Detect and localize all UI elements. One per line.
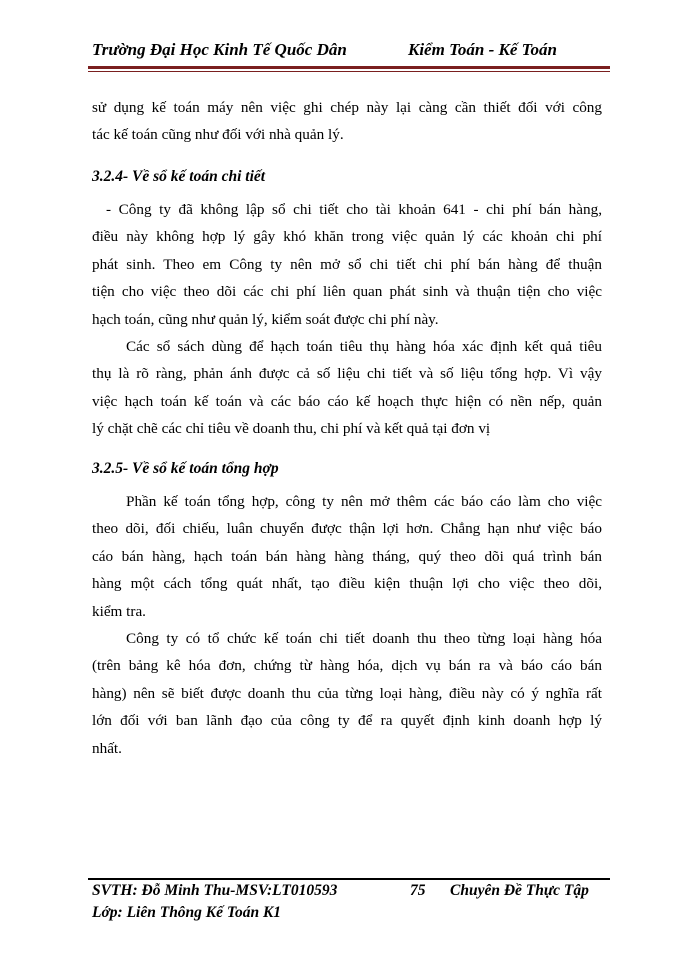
section-324-paragraph-1 [92, 196, 602, 333]
section-325-paragraph-2 [92, 625, 602, 762]
text-line: thụ là rõ ràng, phản ánh được cả số liệu chi tiết và số liệu tổng hợp. Vì vậy [92, 365, 602, 383]
header-rule-top [88, 66, 610, 69]
text-line: tiện cho việc theo dõi các chi phí liên quan phát sinh và thuận tiện cho việc [92, 283, 602, 301]
footer-student: SVTH: Đỗ Minh Thu-MSV:LT010593 [92, 882, 338, 899]
text-line: lý chặt chẽ các chỉ tiêu về doanh thu, chi phí và kết quả tại đơn vị [92, 420, 491, 438]
section-heading-325: 3.2.5- Về sổ kế toán tổng hợp [92, 460, 279, 477]
text-line: theo dõi, đối chiếu, luân chuyển được thận lợi hơn. Chẳng hạn như việc báo [92, 520, 602, 538]
text-line: phát sinh. Theo em Công ty nên mở sổ chi tiết chi phí bán hàng để thuận [92, 255, 602, 273]
text-line: kiểm tra. [92, 602, 146, 620]
text-line: (trên bảng kê hóa đơn, chứng từ hàng hóa, dịch vụ bán ra và báo cáo bán [92, 657, 602, 675]
text-line: tác kế toán cũng như đối với nhà quản lý. [92, 126, 344, 144]
text-line: hàng) nên sẽ biết được doanh thu của từng loại hàng, điều này có ý nghĩa rất [92, 684, 602, 702]
text-line: việc hạch toán kế toán và các báo cáo kế hoạch thực hiện có nền nếp, quản [92, 392, 602, 410]
text-line: Phần kế toán tổng hợp, công ty nên mở thêm các báo cáo làm cho việc [126, 493, 602, 510]
text-line: sử dụng kế toán máy nên việc ghi chép này lại càng cần thiết đối với công [92, 99, 602, 116]
footer-rule [88, 878, 610, 880]
text-line: hàng một cách tổng quát nhất, tạo điều kiện thuận lợi cho việc theo dõi, [92, 575, 602, 593]
text-line: hạch toán, cũng như quản lý, kiểm soát được chi phí này. [92, 310, 439, 328]
header-university: Trường Đại Học Kinh Tế Quốc Dân [92, 40, 347, 59]
footer-class: Lớp: Liên Thông Kế Toán K1 [92, 904, 282, 921]
header-rule-bottom [88, 71, 610, 72]
text-line: - Công ty đã không lập sổ chi tiết cho tài khoản 641 - chi phí bán hàng, [106, 201, 602, 218]
header-department: Kiểm Toán - Kế Toán [408, 40, 557, 59]
section-324-paragraph-2 [92, 333, 602, 443]
text-line: Công ty có tổ chức kế toán chi tiết doanh thu theo từng loại hàng hóa [126, 630, 602, 647]
text-line: điều này không hợp lý gây khó khăn trong việc quản lý các khoản chi phí [92, 228, 602, 246]
text-line: lớn đối với ban lãnh đạo của công ty để ra quyết định kinh doanh hợp lý [92, 712, 602, 730]
footer-doc-type: Chuyên Đề Thực Tập [450, 882, 589, 899]
intro-paragraph [92, 94, 602, 149]
text-line: Các sổ sách dùng để hạch toán tiêu thụ hàng hóa xác định kết quả tiêu [126, 338, 602, 355]
section-heading-324: 3.2.4- Về sổ kế toán chi tiết [92, 168, 266, 185]
text-line: nhất. [92, 739, 122, 757]
text-line: cáo bán hàng, hạch toán bán hàng hàng tháng, quý theo dõi quá trình bán [92, 547, 602, 565]
page-header [88, 40, 610, 64]
footer-page-number: 75 [410, 882, 426, 899]
section-325-paragraph-1 [92, 488, 602, 625]
